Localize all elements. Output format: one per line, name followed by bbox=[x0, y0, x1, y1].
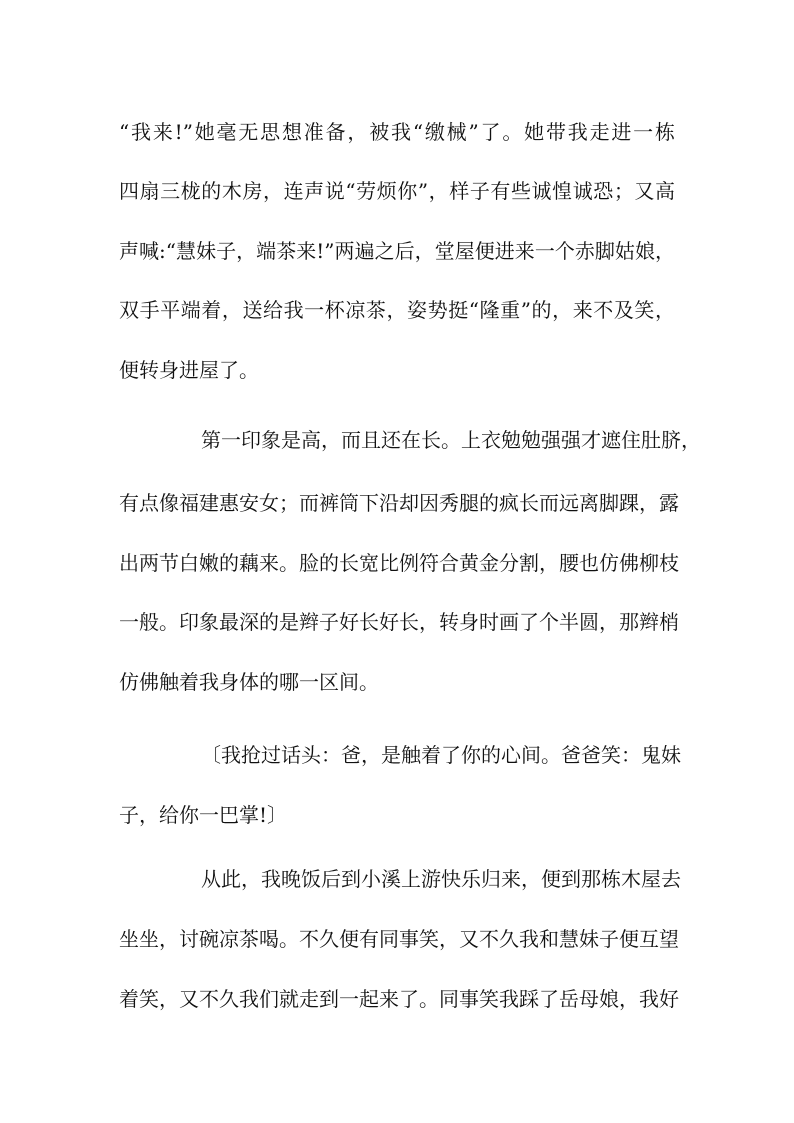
text-line-14: 坐坐，讨碗凉茶喝。不久便有同事笑，又不久我和慧妹子便互望 bbox=[119, 927, 679, 951]
text-line-8: 出两节白嫩的藕来。脸的长宽比例符合黄金分割，腰也仿佛柳枝 bbox=[119, 551, 679, 575]
text-line-7: 有点像福建惠安女；而裤筒下沿却因秀腿的疯长而远离脚踝，露 bbox=[119, 491, 679, 515]
text-line-5: 便转身进屋了。 bbox=[119, 358, 259, 382]
text-line-6: 第一印象是高，而且还在长。上衣勉勉强强才遮住肚脐， bbox=[201, 428, 701, 452]
text-line-10: 仿佛触着我身体的哪一区间。 bbox=[119, 670, 379, 694]
text-line-9: 一般。印象最深的是辫子好长好长，转身时画了个半圆，那辫梢 bbox=[119, 610, 679, 634]
text-line-4: 双手平端着，送给我一杯凉茶，姿势挺“隆重”的，来不及笑， bbox=[119, 298, 675, 322]
text-line-15: 着笑，又不久我们就走到一起来了。同事笑我踩了岳母娘，我好 bbox=[119, 987, 679, 1011]
text-line-2: 四扇三栊的木房，连声说“劳烦你”，样子有些诚惶诚恐；又高 bbox=[119, 179, 675, 203]
text-line-1: “我来!”她毫无思想准备，被我“缴械”了。她带我走进一栋 bbox=[119, 120, 675, 144]
text-line-12: 子，给你一巴掌!〕 bbox=[119, 803, 288, 827]
text-line-3: 声喊:“慧妹子，端茶来!”两遍之后，堂屋便进来一个赤脚姑娘， bbox=[119, 239, 675, 263]
text-line-11: 〔我抢过话头：爸，是触着了你的心间。爸爸笑：鬼妹 bbox=[201, 743, 681, 767]
text-line-13: 从此，我晚饭后到小溪上游快乐归来，便到那栋木屋去 bbox=[201, 867, 681, 891]
